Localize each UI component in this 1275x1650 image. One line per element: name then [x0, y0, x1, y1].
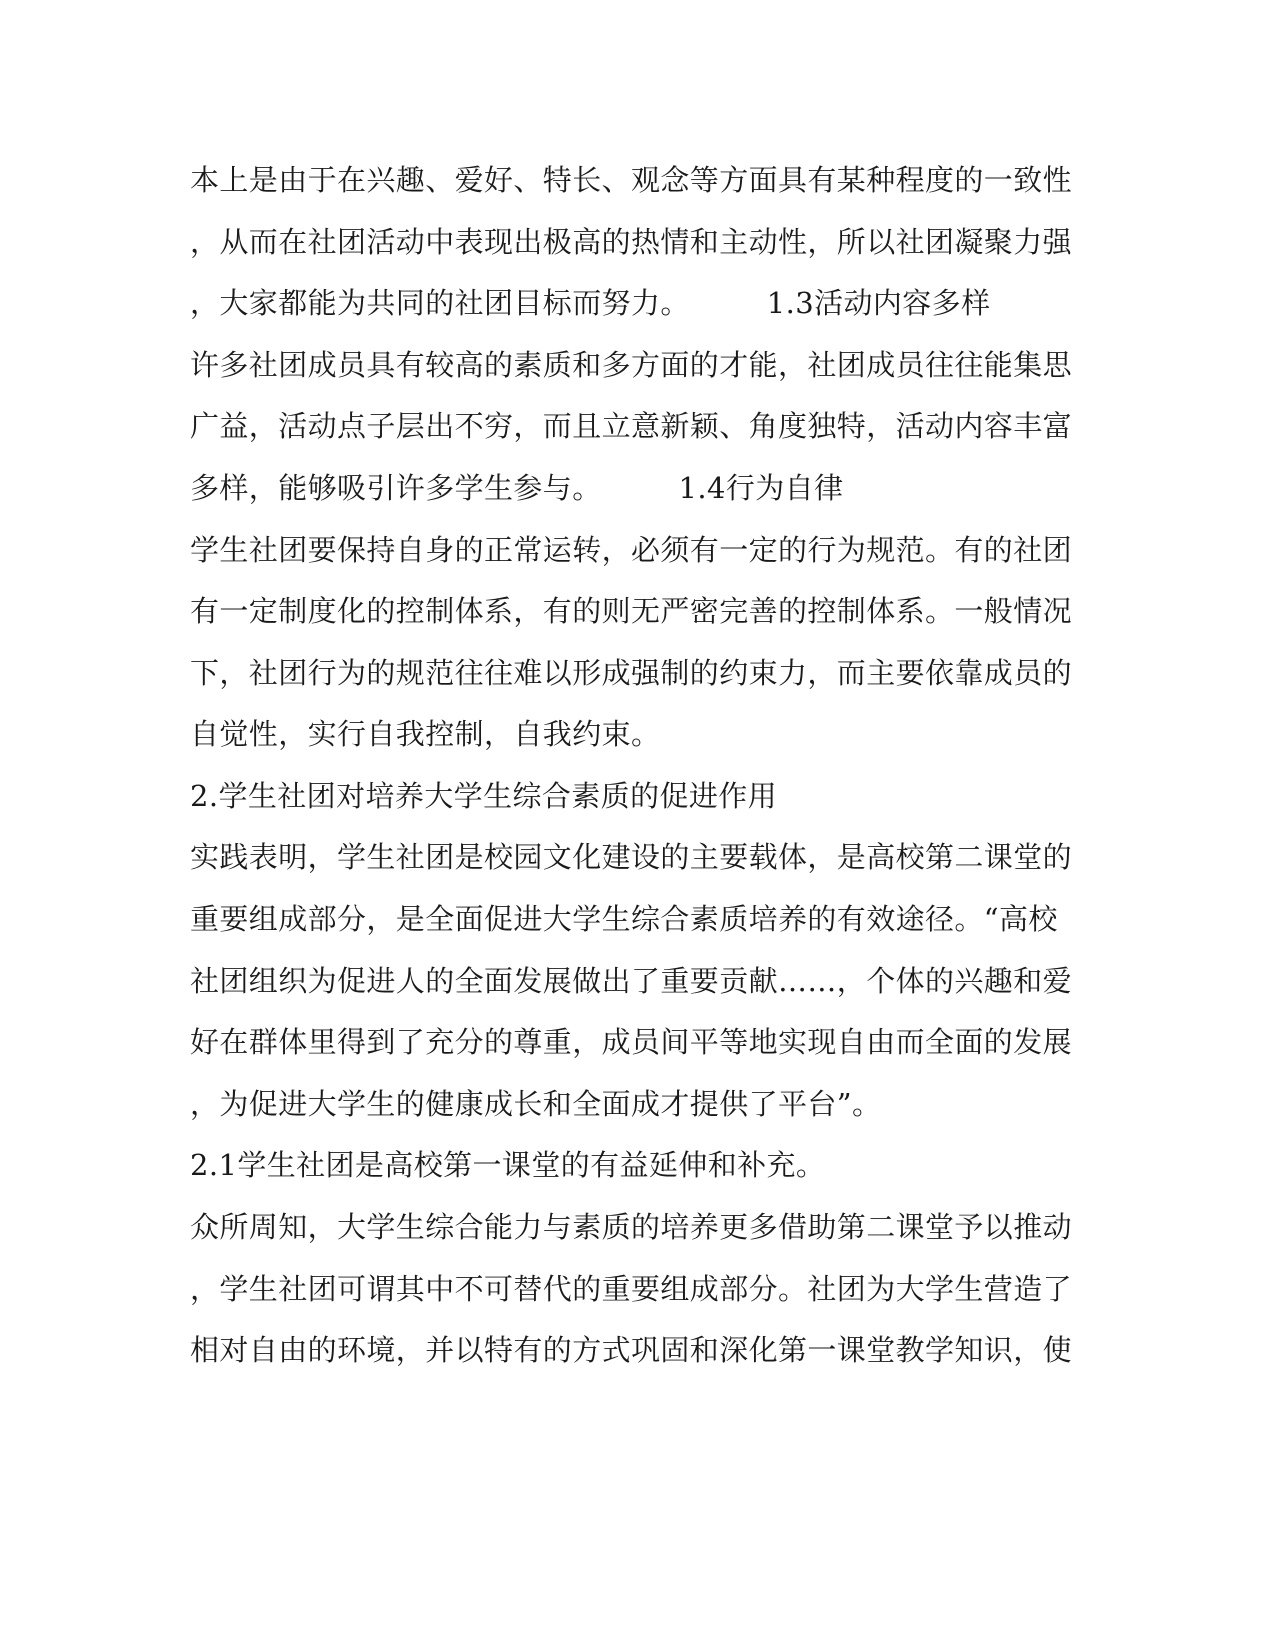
text-line-1: 本上是由于在兴趣、爱好、特长、观念等方面具有某种程度的一致性 — [190, 163, 1073, 197]
text-line-8: 有一定制度化的控制体系，有的则无严密完善的控制体系。一般情况 — [190, 594, 1073, 628]
text-line-9: 下，社团行为的规范往往难以形成强制的约束力，而主要依靠成员的 — [190, 656, 1073, 690]
text-line-6: 多样，能够吸引许多学生参与。 1.4行为自律 — [190, 471, 844, 505]
text-line-20: 相对自由的环境，并以特有的方式巩固和深化第一课堂教学知识，使 — [190, 1333, 1073, 1367]
text-line-4: 许多社团成员具有较高的素质和多方面的才能，社团成员往往能集思 — [190, 348, 1073, 382]
text-line-2: ，从而在社团活动中表现出极高的热情和主动性，所以社团凝聚力强 — [190, 225, 1073, 259]
text-line-5: 广益，活动点子层出不穷，而且立意新颖、角度独特，活动内容丰富 — [190, 409, 1073, 443]
text-line-13: 重要组成部分，是全面促进大学生综合素质培养的有效途径。“高校 — [190, 902, 1058, 936]
text-line-14: 社团组织为促进人的全面发展做出了重要贡献……，个体的兴趣和爱 — [190, 964, 1073, 998]
text-line-18: 众所周知，大学生综合能力与素质的培养更多借助第二课堂予以推动 — [190, 1210, 1073, 1244]
text-line-3: ，大家都能为共同的社团目标而努力。 1.3活动内容多样 — [190, 286, 991, 320]
text-line-12: 实践表明，学生社团是校园文化建设的主要载体，是高校第二课堂的 — [190, 840, 1073, 874]
text-line-7: 学生社团要保持自身的正常运转，必须有一定的行为规范。有的社团 — [190, 533, 1073, 567]
subsection-heading-2-1: 2.1学生社团是高校第一课堂的有益延伸和补充。 — [190, 1148, 826, 1182]
text-line-10: 自觉性，实行自我控制，自我约束。 — [190, 717, 661, 751]
text-line-16: ，为促进大学生的健康成长和全面成才提供了平台”。 — [190, 1087, 882, 1121]
section-heading-2: 2.学生社团对培养大学生综合素质的促进作用 — [190, 779, 778, 813]
text-line-19: ，学生社团可谓其中不可替代的重要组成部分。社团为大学生营造了 — [190, 1272, 1073, 1306]
text-line-15: 好在群体里得到了充分的尊重，成员间平等地实现自由而全面的发展 — [190, 1025, 1073, 1059]
